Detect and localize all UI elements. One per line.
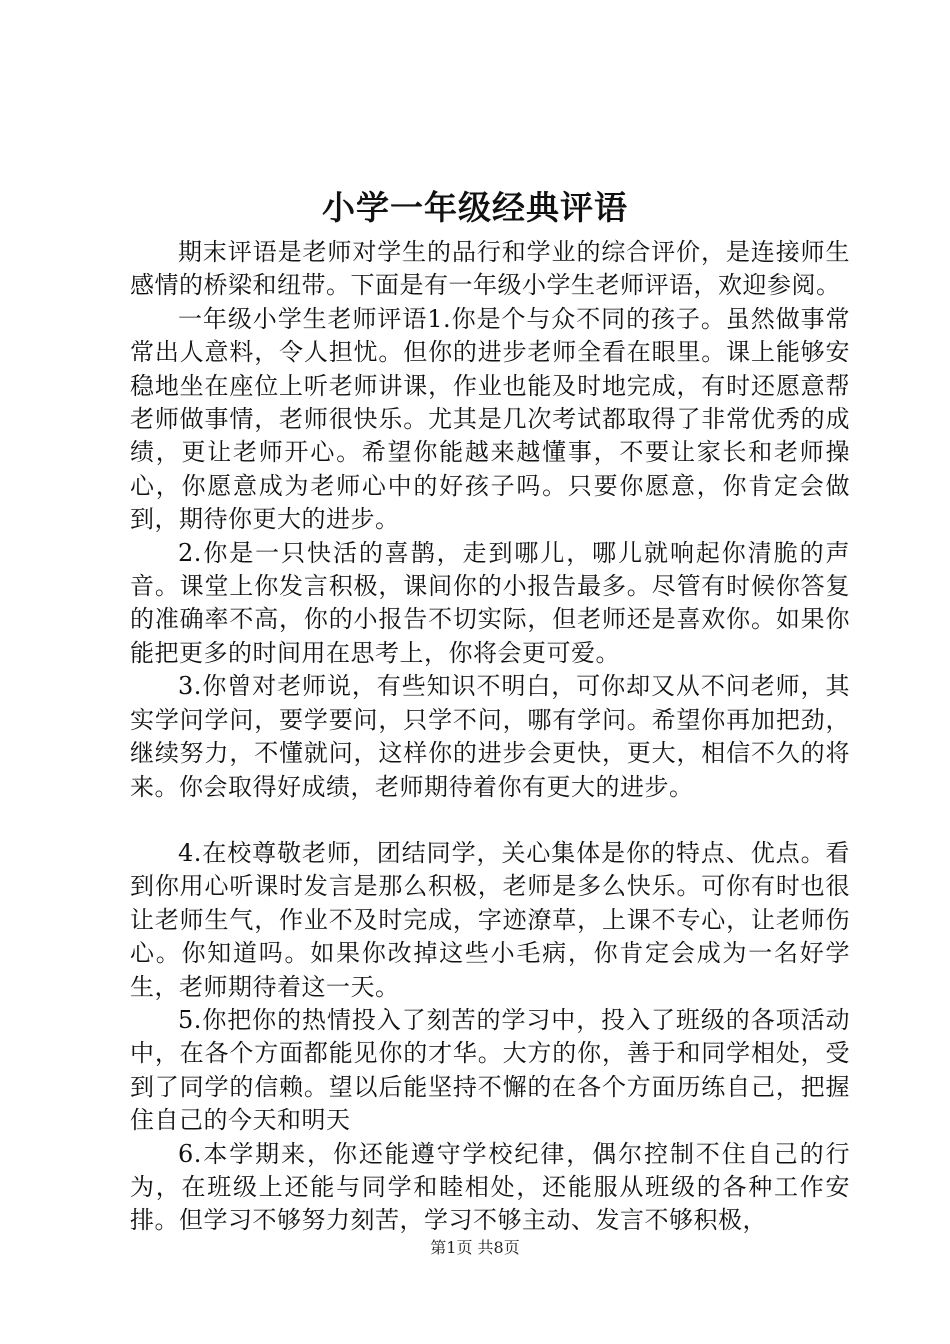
paragraph-intro: 期末评语是老师对学生的品行和学业的综合评价，是连接师生感情的桥梁和纽带。下面是有一年级小学生老师评语，欢迎参阅。 <box>130 238 850 300</box>
paragraph-comment-6: 6.本学期来，你还能遵守学校纪律，偶尔控制不住自己的行为，在班级上还能与同学和睦相处，还能服从班级的各种工作安排。但学习不够努力刻苦，学习不够主动、发言不够积极， <box>130 1139 850 1235</box>
paragraph-comment-3: 3.你曾对老师说，有些知识不明白，可你却又从不问老师，其实学问学问，要学要问，只学不问，哪有学问。希望你再加把劲，继续努力，不懂就问，这样你的进步会更快，更大，相信不久的将来。你会取得好成绩，老师期待着你有更大的进步。 <box>130 672 850 801</box>
document-body <box>130 236 850 1238</box>
paragraph-comment-5: 5.你把你的热情投入了刻苦的学习中，投入了班级的各项活动中，在各个方面都能见你的才华。大方的你，善于和同学相处，受到了同学的信赖。望以后能坚持不懈的在各个方面历练自己，把握住自己的今天和明天 <box>130 1005 850 1135</box>
document-title: 小学一年级经典评语 <box>322 188 628 227</box>
paragraph-comment-1: 一年级小学生老师评语1.你是个与众不同的孩子。虽然做事常常出人意料，令人担忧。但你的进步老师全看在眼里。课上能够安稳地坐在座位上听老师讲课，作业也能及时地完成，有时还愿意帮老师做事情，老师很快乐。尤其是几次考试都取得了非常优秀的成绩，更让老师开心。希望你能越来越懂事，不要让家长和老师操心，你愿意成为老师心中的好孩子吗。只要你愿意，你肯定会做到，期待你更大的进步。 <box>130 304 850 534</box>
paragraph-comment-2: 2.你是一只快活的喜鹊，走到哪儿，哪儿就响起你清脆的声音。课堂上你发言积极，课间你的小报告最多。尽管有时候你答复的准确率不高，你的小报告不切实际，但老师还是喜欢你。如果你能把更多的时间用在思考上，你将会更可爱。 <box>130 538 850 667</box>
paragraph-comment-4: 4.在校尊敬老师，团结同学，关心集体是你的特点、优点。看到你用心听课时发言是那么积极，老师是多么快乐。可你有时也很让老师生气，作业不及时完成，字迹潦草，上课不专心，让老师伤心。你知道吗。如果你改掉这些小毛病，你肯定会成为一名好学生，老师期待着这一天。 <box>130 838 850 1001</box>
page-footer: 第1页 共8页 <box>430 1238 520 1257</box>
